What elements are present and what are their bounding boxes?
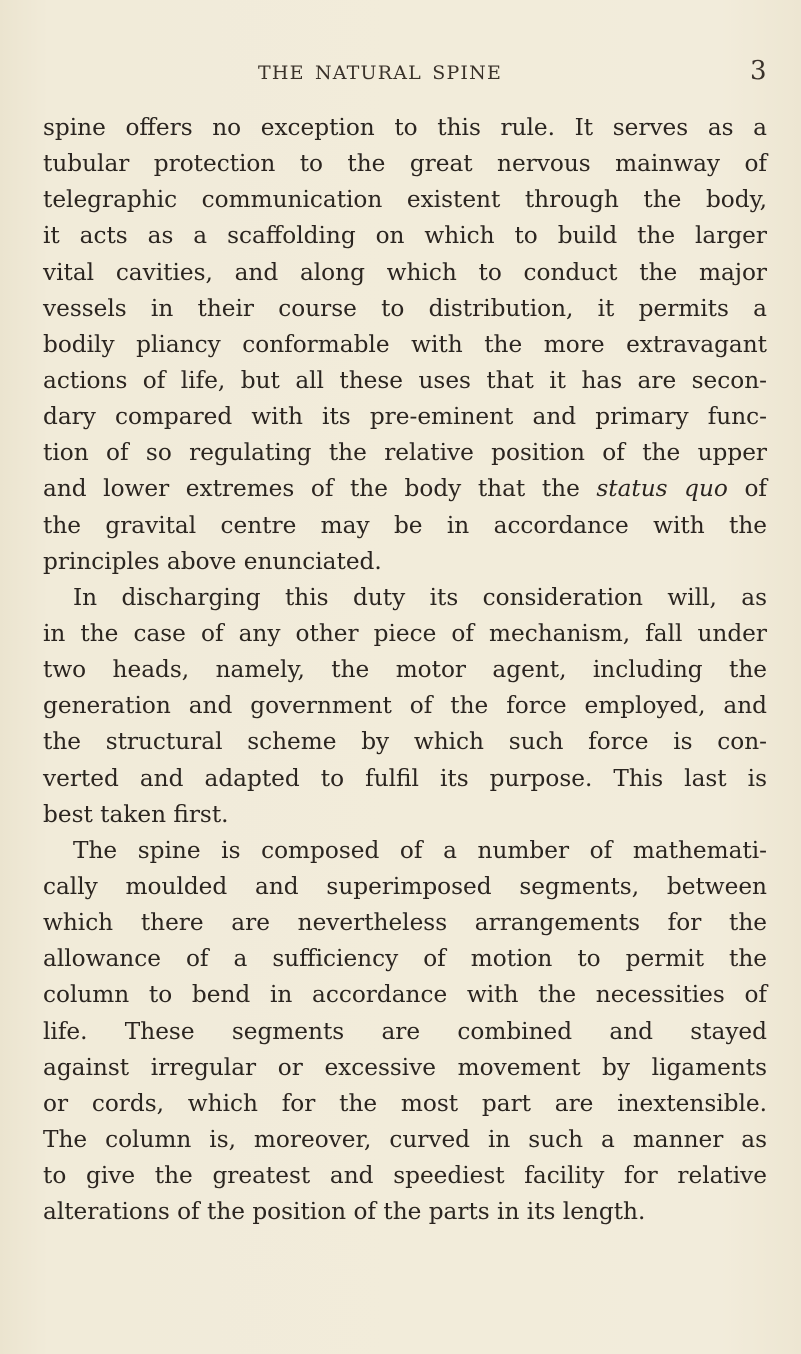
text-line: vessels in their course to distribution, it permits a [43, 294, 767, 322]
text-line: column to bend in accordance with the necessities of [43, 981, 767, 1009]
text-line: in the case of any other piece of mechanism, fall under [43, 619, 767, 647]
text-line: The spine is composed of a number of mathemati- [73, 836, 767, 864]
text-line: bodily pliancy conformable with the more extravagant [43, 330, 767, 358]
text-line: two heads, namely, the motor agent, including the [43, 656, 767, 684]
paragraph [43, 110, 767, 580]
page-header [0, 52, 801, 92]
text-line: best taken first. [43, 800, 229, 828]
text-line: alterations of the position of the parts in its length. [43, 1198, 646, 1226]
text-line: the structural scheme by which such force is con- [43, 728, 767, 756]
body-text [43, 110, 767, 1230]
text-line: actions of life, but all these uses that it has are secon- [43, 366, 767, 394]
text-line: tubular protection to the great nervous mainway of [43, 150, 767, 178]
italic-phrase: status quo [596, 475, 728, 503]
text-line: generation and government of the force employed, and [43, 692, 767, 720]
text-line: vital cavities, and along which to conduct the major [43, 258, 767, 286]
page-number: 3 [750, 56, 767, 86]
text-line: spine offers no exception to this rule. It serves as a [43, 114, 767, 141]
text-line: the gravital centre may be in accordance with the [43, 511, 767, 539]
text-line: dary compared with its pre-eminent and primary func- [43, 403, 767, 431]
text-line: which there are nevertheless arrangements for the [43, 909, 767, 937]
text-line: or cords, which for the most part are inextensible. [43, 1089, 767, 1117]
text-line: principles above enunciated. [43, 547, 382, 575]
text-line: The column is, moreover, curved in such a manner as [43, 1125, 767, 1153]
paragraph [43, 833, 767, 1231]
text-line: to give the greatest and speediest facility for relative [43, 1162, 767, 1190]
running-title: THE NATURAL SPINE [258, 62, 503, 84]
text-line: allowance of a sufficiency of motion to permit the [43, 945, 767, 973]
text-line: against irregular or excessive movement by ligaments [43, 1053, 767, 1081]
text-segment: and lower extremes of the body that the [43, 475, 597, 503]
text-line: verted and adapted to fulfil its purpose. This last is [43, 764, 767, 792]
text-line: In discharging this duty its consideration will, as [73, 583, 767, 611]
text-line: it acts as a scaffolding on which to build the larger [43, 222, 767, 250]
text-line: telegraphic communication existent through the body, [43, 186, 767, 214]
paragraph [43, 580, 767, 833]
text-line: life. These segments are combined and stayed [43, 1017, 767, 1045]
text-segment: of [727, 475, 767, 503]
text-line [43, 471, 767, 507]
text-line: cally moulded and superimposed segments, between [43, 872, 767, 900]
text-line: tion of so regulating the relative position of the upper [43, 439, 767, 467]
